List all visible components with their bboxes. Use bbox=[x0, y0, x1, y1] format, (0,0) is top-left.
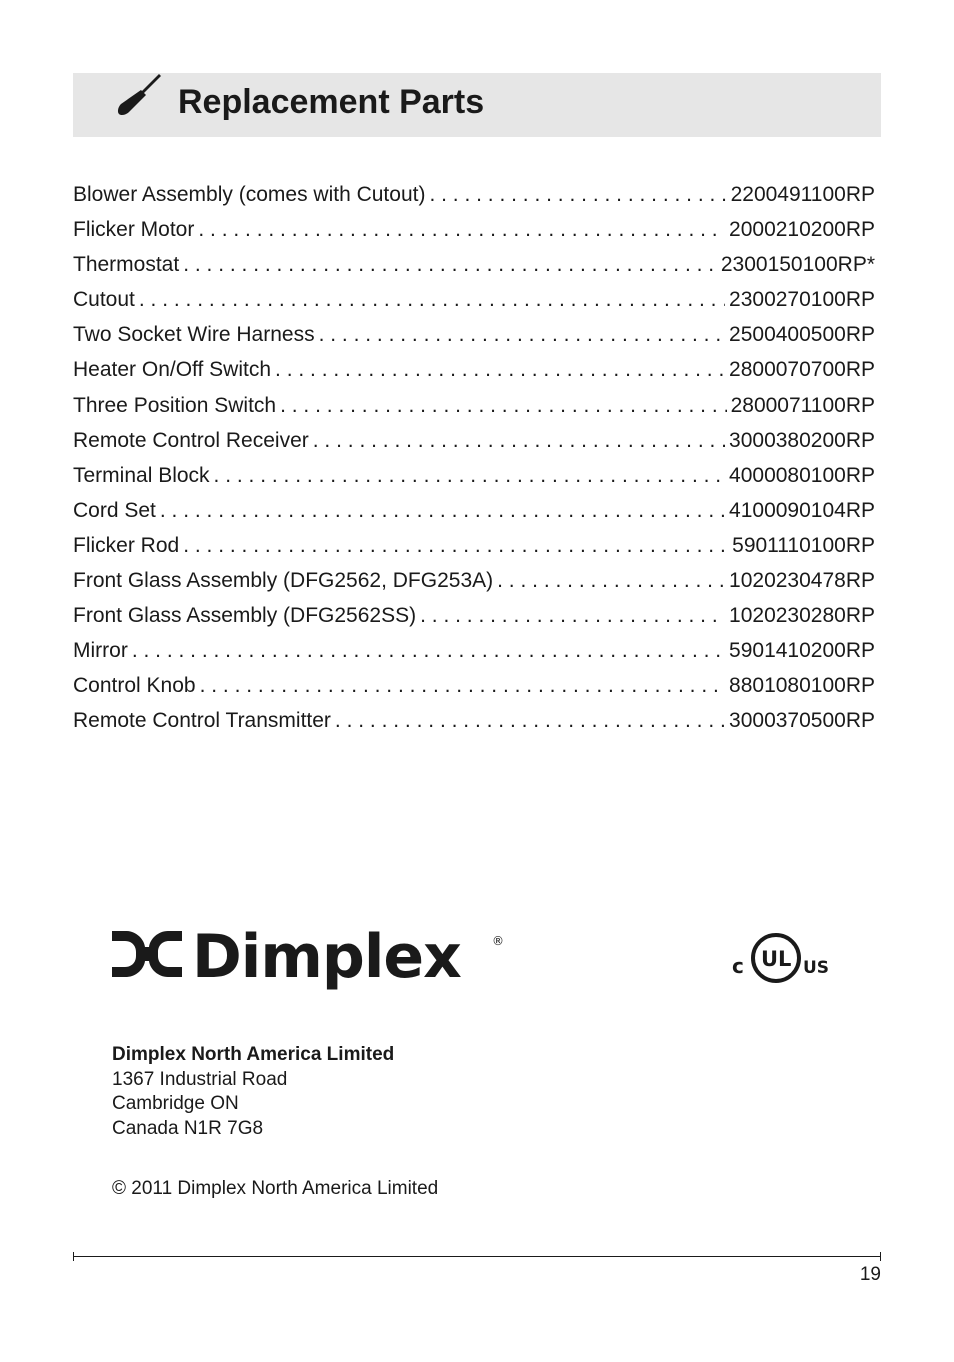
part-name: Flicker Motor bbox=[73, 218, 195, 242]
part-row bbox=[73, 563, 875, 598]
part-number: 1020230478RP bbox=[725, 563, 875, 598]
part-name: Cutout bbox=[73, 288, 135, 312]
part-name: Two Socket Wire Harness bbox=[73, 323, 315, 347]
dot-leader bbox=[183, 528, 728, 563]
part-name: Cord Set bbox=[73, 498, 156, 522]
part-row bbox=[73, 598, 875, 633]
part-name: Mirror bbox=[73, 639, 128, 663]
part-row bbox=[73, 493, 875, 528]
part-number: 2300270100RP bbox=[725, 282, 875, 317]
part-row bbox=[73, 668, 875, 703]
country-postal: Canada N1R 7G8 bbox=[112, 1117, 264, 1139]
part-row bbox=[73, 177, 875, 212]
part-number: 2800070700RP bbox=[725, 352, 875, 387]
part-name: Heater On/Off Switch bbox=[73, 358, 272, 382]
part-number: 2300150100RP* bbox=[717, 247, 875, 282]
dot-leader bbox=[132, 633, 725, 668]
dot-leader bbox=[275, 352, 725, 387]
part-number: 8801080100RP bbox=[725, 668, 875, 703]
dot-leader bbox=[319, 317, 725, 352]
part-name: Blower Assembly (comes with Cutout) bbox=[73, 183, 426, 206]
part-name: Front Glass Assembly (DFG2562SS) bbox=[73, 604, 417, 628]
part-row bbox=[73, 423, 875, 458]
part-row bbox=[73, 317, 875, 352]
logo-wordmark: Dimplex bbox=[192, 925, 461, 992]
page-number: 19 bbox=[859, 1264, 881, 1285]
copyright-notice: © 2011 Dimplex North America Limited bbox=[112, 1178, 439, 1199]
screwdriver-icon bbox=[115, 73, 171, 119]
part-name: Front Glass Assembly (DFG2562, DFG253A) bbox=[73, 569, 494, 593]
part-row bbox=[73, 282, 875, 317]
part-number: 2000210200RP bbox=[725, 212, 875, 247]
part-number: 1020230280RP bbox=[725, 598, 875, 633]
footer-rule-tick-left bbox=[73, 1252, 74, 1261]
dot-leader bbox=[335, 703, 725, 738]
dot-leader bbox=[497, 563, 725, 598]
dot-leader bbox=[214, 458, 725, 493]
section-header bbox=[73, 73, 881, 137]
dot-leader bbox=[313, 423, 725, 458]
part-row bbox=[73, 388, 875, 423]
parts-list bbox=[73, 177, 875, 739]
dot-leader bbox=[160, 493, 725, 528]
part-row bbox=[73, 633, 875, 668]
part-name: Terminal Block bbox=[73, 463, 210, 487]
part-row bbox=[73, 528, 875, 563]
part-name: Thermostat bbox=[73, 253, 180, 277]
dimplex-mark-icon bbox=[112, 931, 182, 977]
part-number: 4000080100RP bbox=[725, 458, 875, 493]
part-name: Three Position Switch bbox=[73, 393, 277, 417]
part-number: 3000380200RP bbox=[725, 423, 875, 458]
part-row bbox=[73, 212, 875, 247]
part-number: 5901110100RP bbox=[728, 528, 875, 563]
part-row bbox=[73, 703, 875, 738]
ul-c-letter: c bbox=[732, 954, 744, 978]
part-name: Remote Control Transmitter bbox=[73, 709, 331, 733]
ul-letters: UL bbox=[761, 947, 792, 971]
registered-mark: ® bbox=[492, 934, 504, 948]
footer-rule-tick-right bbox=[880, 1252, 881, 1261]
part-number: 3000370500RP bbox=[725, 703, 875, 738]
part-number: 5901410200RP bbox=[725, 633, 875, 668]
ul-us-letters: US bbox=[803, 958, 830, 978]
part-number: 2200491100RP bbox=[727, 177, 875, 212]
part-number: 2500400500RP bbox=[725, 317, 875, 352]
dimplex-logo bbox=[112, 925, 512, 1005]
dot-leader bbox=[429, 177, 726, 212]
company-address bbox=[112, 1043, 394, 1141]
company-name: Dimplex North America Limited bbox=[112, 1044, 395, 1065]
page-title: Replacement Parts bbox=[178, 83, 485, 121]
cul-us-listing-mark bbox=[732, 928, 830, 990]
part-name: Control Knob bbox=[73, 674, 196, 698]
dot-leader bbox=[420, 598, 725, 633]
dot-leader bbox=[139, 282, 725, 317]
dot-leader bbox=[280, 388, 727, 423]
part-name: Flicker Rod bbox=[73, 533, 180, 557]
dot-leader bbox=[183, 247, 717, 282]
part-row bbox=[73, 352, 875, 387]
part-row bbox=[73, 247, 875, 282]
footer-rule bbox=[73, 1256, 881, 1257]
part-number: 2800071100RP bbox=[727, 388, 875, 423]
part-row bbox=[73, 458, 875, 493]
street-address: 1367 Industrial Road bbox=[112, 1068, 288, 1090]
part-name: Remote Control Receiver bbox=[73, 428, 309, 452]
dot-leader bbox=[200, 668, 725, 703]
city-province: Cambridge ON bbox=[112, 1093, 239, 1114]
dot-leader bbox=[198, 212, 725, 247]
part-number: 4100090104RP bbox=[725, 493, 875, 528]
